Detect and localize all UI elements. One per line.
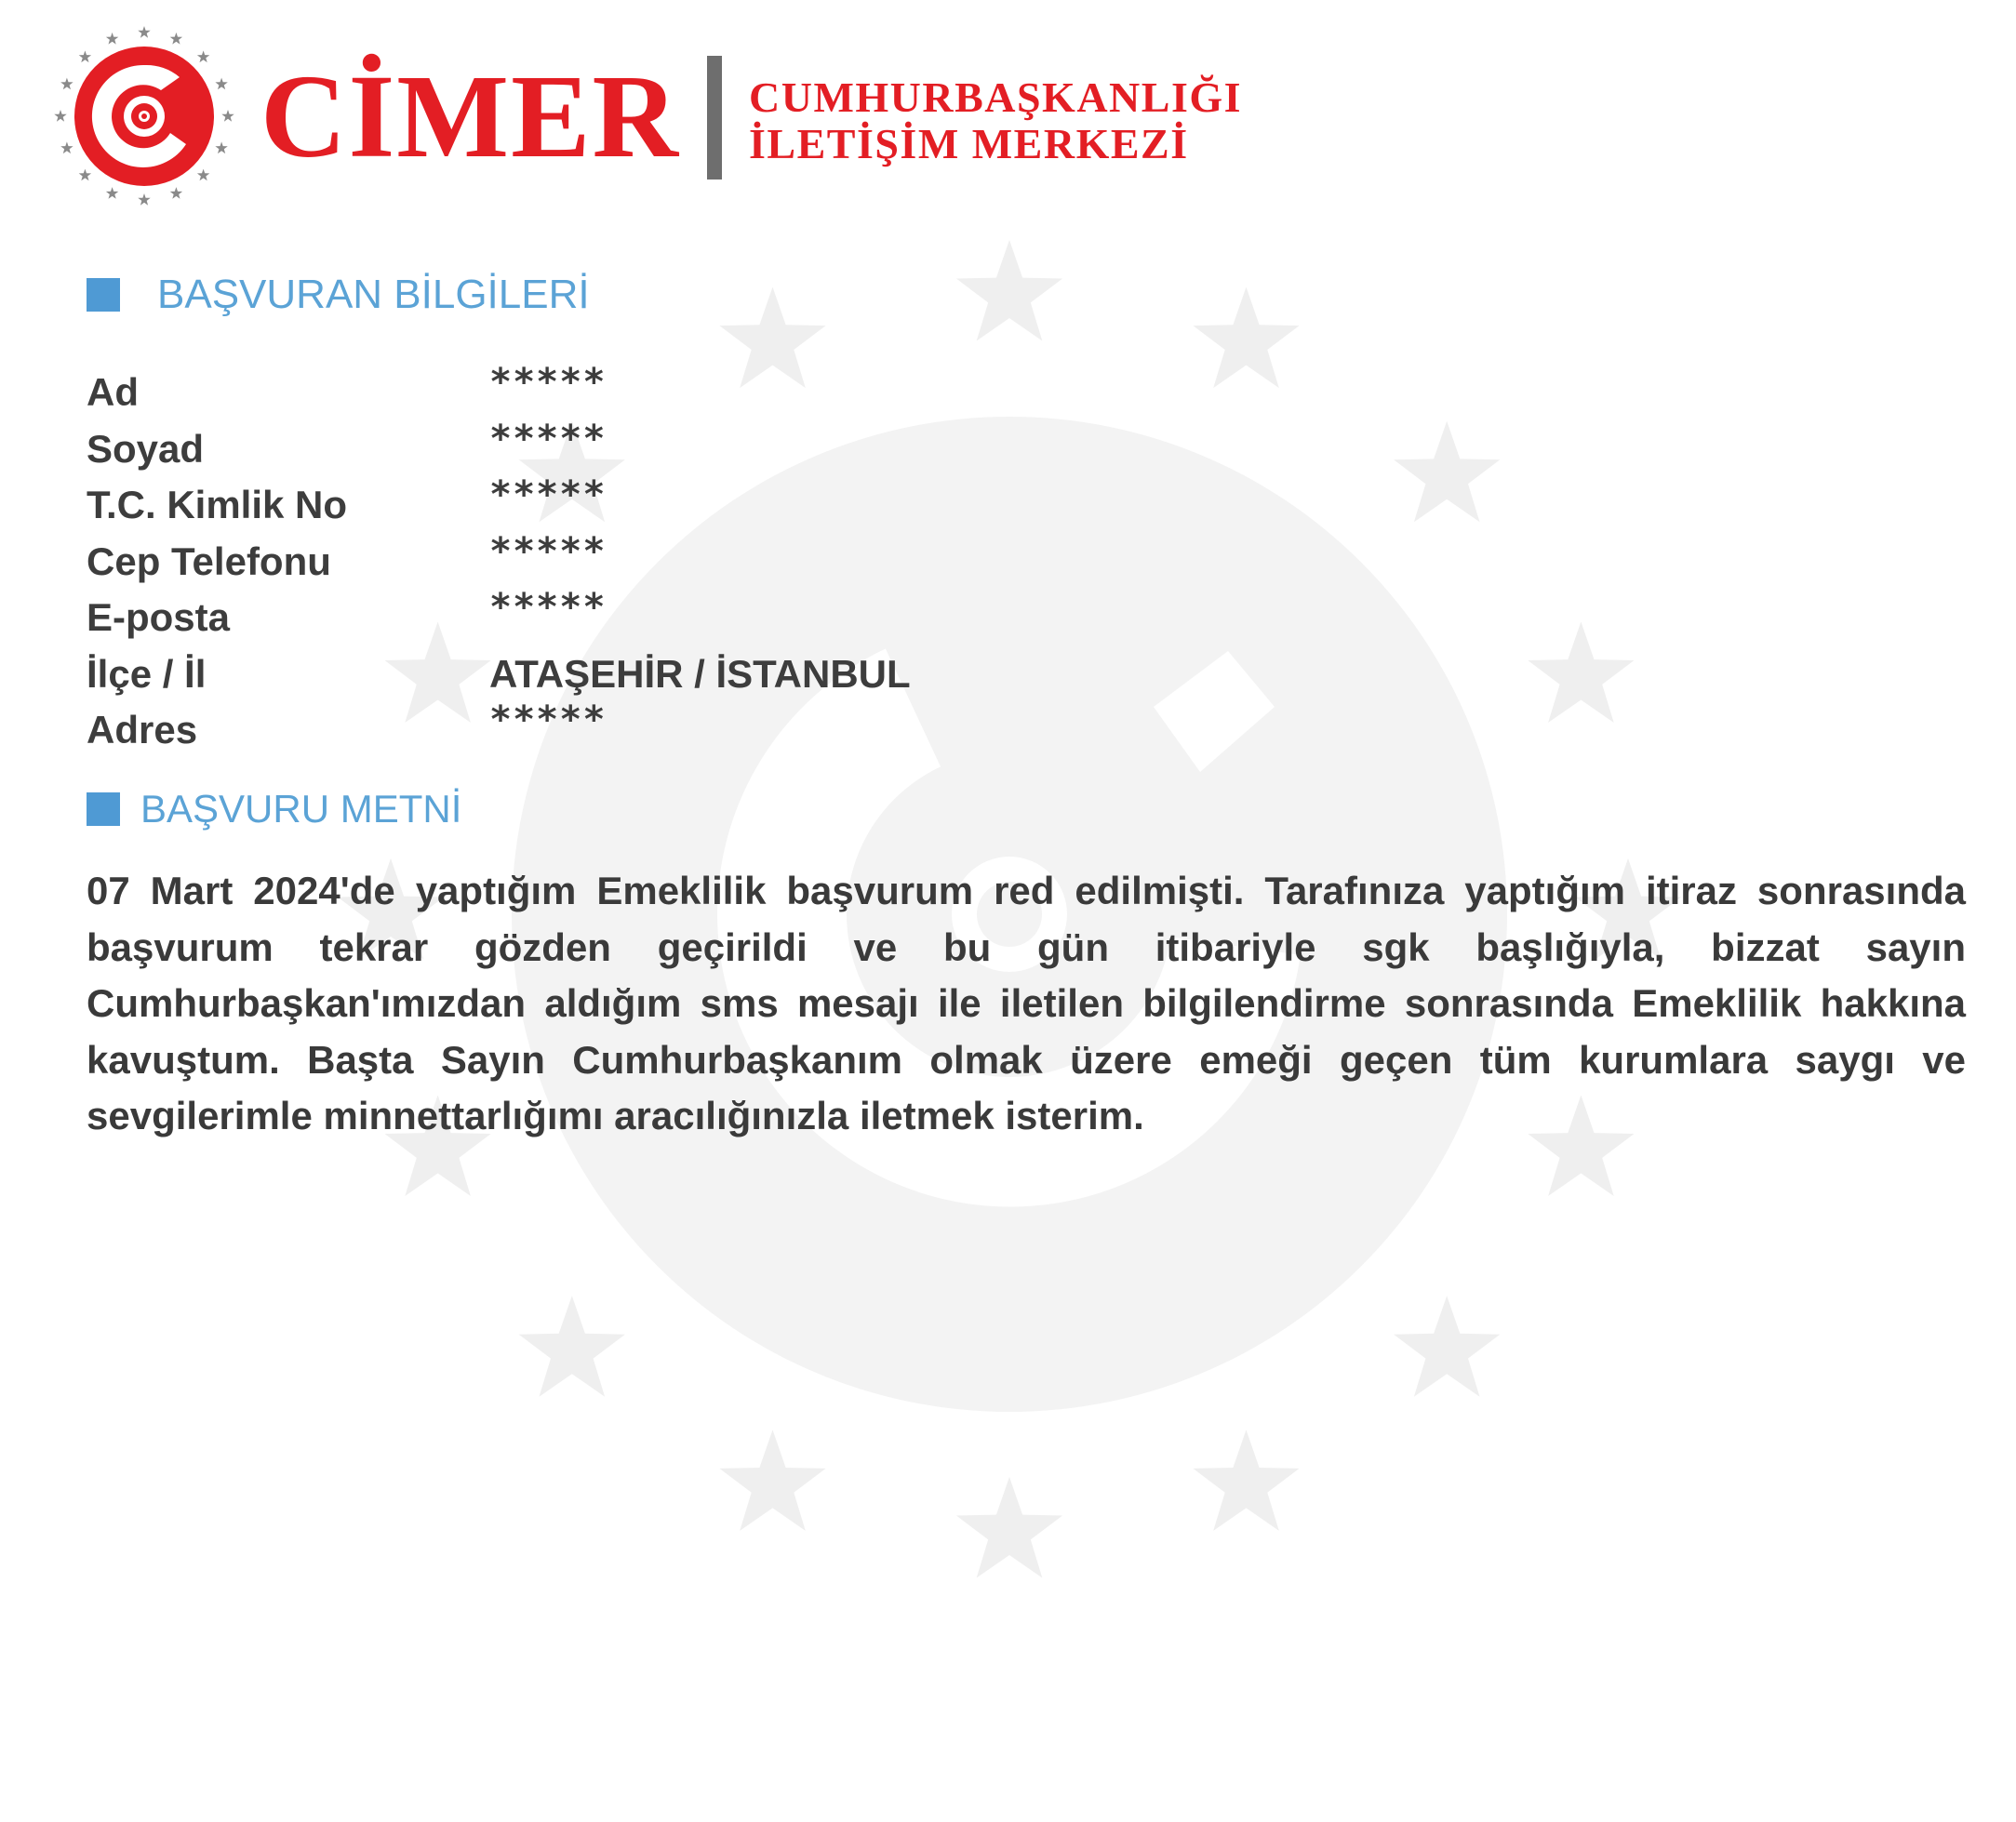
section-square-icon	[87, 792, 120, 826]
applicant-info-list	[87, 361, 1389, 765]
info-label: Cep Telefonu	[87, 539, 331, 583]
info-row-email	[87, 586, 1389, 652]
brand-subtitle-line1: CUMHURBAŞKANLIĞI	[749, 73, 1243, 121]
info-value: *****	[489, 473, 607, 516]
info-label: İlçe / İl	[87, 651, 207, 696]
brand-wordmark: CİMER	[260, 50, 680, 182]
section-square-icon	[87, 278, 120, 312]
applicant-info-heading	[87, 272, 590, 318]
star-icon	[170, 33, 182, 45]
info-row-district-city	[87, 652, 1389, 709]
info-row-surname	[87, 417, 1389, 484]
star-icon	[197, 50, 209, 62]
star-icon	[54, 110, 66, 122]
star-icon	[215, 78, 227, 90]
brand-divider	[707, 56, 722, 180]
brand-subtitle	[749, 74, 1242, 167]
star-icon	[170, 187, 182, 199]
info-label: Ad	[87, 370, 139, 414]
cimer-emblem-icon	[51, 23, 237, 209]
applicant-info-heading-text: BAŞVURAN BİLGİLERİ	[157, 272, 590, 317]
star-icon	[106, 187, 118, 199]
star-icon	[221, 110, 234, 122]
info-label: Soyad	[87, 426, 205, 471]
star-icon	[215, 141, 227, 153]
info-row-national-id	[87, 473, 1389, 539]
star-icon	[60, 78, 73, 90]
star-icon	[138, 193, 150, 206]
info-value: ATAŞEHİR / İSTANBUL	[489, 651, 911, 696]
application-text-heading-text: BAŞVURU METNİ	[140, 787, 462, 831]
star-icon	[60, 141, 73, 153]
star-icon	[79, 169, 91, 181]
star-icon	[106, 33, 118, 45]
star-icon	[79, 50, 91, 62]
info-value: *****	[489, 361, 607, 404]
info-label: Adres	[87, 708, 198, 751]
info-row-name	[87, 361, 1389, 427]
info-value: *****	[489, 417, 607, 460]
info-label: T.C. Kimlik No	[87, 483, 348, 526]
application-body-text: 07 Mart 2024'de yaptığım Emeklilik başvurum red edilmişti. Tarafınıza yaptığım itiraz sonrasında başvurum tekrar gözden geçirildi ve bu gün itibariyle sgk başlığıyla, bizzat sayın Cumhurbaşkan'ımızdan aldığım sms mesajı ile iletilen bilgilendirme sonrasında Emeklilik hakkına kavuştum. Başta Sayın Cumhurbaşkanım olmak üzere emeği geçen tüm kurumlara saygı ve sevgilerimle minnettarlığımı aracılığınızla iletmek isterim.	[87, 869, 1966, 1137]
info-value: *****	[489, 529, 607, 573]
star-icon	[138, 26, 150, 38]
cimer-header	[51, 23, 1447, 209]
info-label: E-posta	[87, 595, 231, 639]
info-row-address	[87, 698, 1389, 765]
application-text-heading	[87, 787, 461, 831]
brand-subtitle-line2: İLETİŞİM MERKEZİ	[749, 120, 1189, 167]
info-value: *****	[489, 586, 607, 629]
info-row-mobile	[87, 529, 1389, 596]
info-value: *****	[489, 698, 607, 741]
star-icon	[197, 169, 209, 181]
